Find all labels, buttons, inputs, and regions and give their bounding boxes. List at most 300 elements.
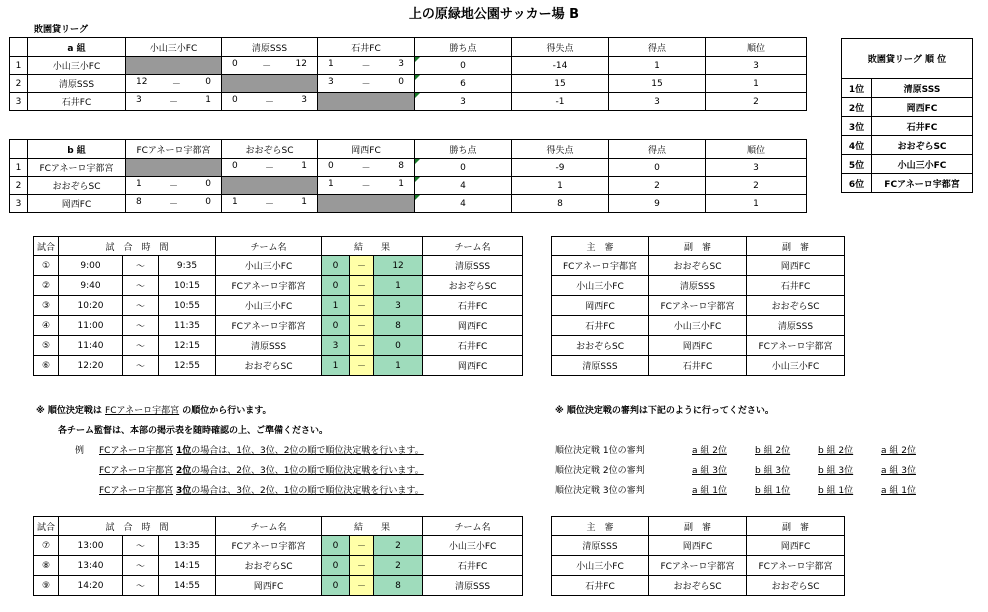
score-dash: － — [168, 200, 178, 210]
match-row — [34, 316, 523, 336]
team-home: おおぞらSC — [216, 356, 322, 376]
example-place: 1位 — [175, 446, 192, 456]
assistant-referee: おおぞらSC — [649, 576, 747, 596]
referee-rule-group: a 組 3位 — [881, 466, 916, 476]
score-value: 0 — [232, 161, 238, 171]
row-number: 2 — [10, 177, 28, 195]
team-home: 清原SSS — [216, 336, 322, 356]
note-confirm: 各チーム監督は、本部の掲示表を随時確認の上、ご準備ください。 — [58, 426, 329, 436]
team-home: FCアネーロ宇都宮 — [216, 536, 322, 556]
note-order-prefix: ※ 順位決定戦は — [36, 406, 102, 416]
referee-rule-group: b 組 2位 — [755, 446, 791, 456]
schedule-header-time: 試 合 時 間 — [59, 237, 216, 256]
end-time: 10:15 — [159, 276, 216, 296]
schedule-header-no: 試合 — [34, 517, 59, 536]
score-dash: － — [350, 556, 374, 576]
header-blank — [10, 140, 28, 159]
referee-rule-label: 順位決定戦 2位の審判 — [555, 466, 645, 476]
ranking-table — [841, 38, 973, 193]
match-score-cell — [222, 75, 318, 93]
goal-difference: -14 — [512, 57, 609, 75]
main-referee: 石井FC — [552, 576, 649, 596]
team-name: 石井FC — [28, 93, 126, 111]
ranking-row — [842, 117, 973, 136]
match-number: ⑥ — [34, 356, 59, 376]
note-example-label: 例 — [75, 446, 85, 456]
end-time: 14:55 — [159, 576, 216, 596]
match-score-cell — [222, 93, 318, 111]
ranking-row — [842, 98, 973, 117]
time-separator: ～ — [123, 296, 159, 316]
score-value: 1 — [301, 197, 307, 207]
team-away: 小山三小FC — [423, 536, 523, 556]
rank: 3 — [706, 57, 807, 75]
match-row — [34, 576, 523, 596]
main-referee: 小山三小FC — [552, 276, 649, 296]
score-dash: － — [264, 98, 274, 108]
score-dash: － — [350, 576, 374, 596]
start-time: 9:40 — [59, 276, 123, 296]
standings-row — [10, 75, 807, 93]
match-score-cell — [222, 195, 318, 213]
goals: 3 — [609, 93, 706, 111]
assistant-referee: 小山三小FC — [747, 356, 845, 376]
main-referee: 清原SSS — [552, 356, 649, 376]
match-score-cell — [318, 93, 415, 111]
row-number: 3 — [10, 195, 28, 213]
example-team: FCアネーロ宇都宮 — [99, 486, 174, 496]
end-time: 12:15 — [159, 336, 216, 356]
match-score-cell — [318, 177, 415, 195]
match-number: ③ — [34, 296, 59, 316]
team-home: 岡西FC — [216, 576, 322, 596]
score-home: 3 — [322, 336, 350, 356]
score-value: 0 — [328, 161, 334, 171]
ranking-row — [842, 174, 973, 193]
score-value: 3 — [328, 77, 334, 87]
ranking-row — [842, 136, 973, 155]
score-value: 1 — [232, 197, 238, 207]
example-text: の場合は、3位、2位、1位の順で順位決定戦を行います。 — [191, 486, 424, 496]
referee-rule-group: b 組 3位 — [755, 466, 791, 476]
ranking-place: 1位 — [842, 79, 872, 98]
column-header: 順位 — [706, 140, 807, 159]
goals: 2 — [609, 177, 706, 195]
example-row-2 — [99, 463, 424, 476]
start-time: 14:20 — [59, 576, 123, 596]
team-home: 小山三小FC — [216, 296, 322, 316]
score-value: 1 — [328, 179, 334, 189]
example-text: の場合は、1位、3位、2位の順で順位決定戦を行います。 — [191, 446, 424, 456]
team-home: FCアネーロ宇都宮 — [216, 316, 322, 336]
example-team: FCアネーロ宇都宮 — [99, 446, 174, 456]
header-blank — [10, 38, 28, 57]
referee-table-2 — [551, 516, 845, 596]
score-dash: － — [264, 164, 274, 174]
score-value: 12 — [136, 77, 148, 87]
match-score-cell — [126, 177, 222, 195]
score-away: 3 — [374, 296, 423, 316]
rank: 1 — [706, 195, 807, 213]
referee-row — [552, 276, 845, 296]
score-home: 0 — [322, 256, 350, 276]
match-score-cell — [318, 159, 415, 177]
score-away: 8 — [374, 316, 423, 336]
ranking-place: 4位 — [842, 136, 872, 155]
team-away: 岡西FC — [423, 316, 523, 336]
assistant-referee: FCアネーロ宇都宮 — [649, 556, 747, 576]
example-team: FCアネーロ宇都宮 — [99, 466, 174, 476]
start-time: 11:00 — [59, 316, 123, 336]
referee-header: 副 審 — [649, 517, 747, 536]
end-time: 13:35 — [159, 536, 216, 556]
ranking-team: FCアネーロ宇都宮 — [872, 174, 973, 193]
schedule-header-team2: チーム名 — [423, 237, 523, 256]
group-label: a 組 — [28, 38, 126, 57]
score-home: 0 — [322, 276, 350, 296]
goal-difference: 8 — [512, 195, 609, 213]
score-home: 0 — [322, 576, 350, 596]
score-dash: － — [350, 276, 374, 296]
team-away: 石井FC — [423, 556, 523, 576]
standings-row — [10, 159, 807, 177]
score-value: 0 — [232, 59, 238, 69]
assistant-referee: 石井FC — [747, 276, 845, 296]
column-header: おおぞらSC — [222, 140, 318, 159]
score-dash: － — [350, 296, 374, 316]
score-dash: － — [171, 80, 181, 90]
standings-row — [10, 93, 807, 111]
standings-row — [10, 177, 807, 195]
score-away: 8 — [374, 576, 423, 596]
team-away: 石井FC — [423, 296, 523, 316]
score-home: 1 — [322, 296, 350, 316]
goals: 15 — [609, 75, 706, 93]
goal-difference: -1 — [512, 93, 609, 111]
referee-rule-group: a 組 1位 — [692, 486, 727, 496]
match-score-cell — [318, 75, 415, 93]
referee-rule-group: a 組 3位 — [692, 466, 727, 476]
match-row — [34, 296, 523, 316]
referee-row — [552, 356, 845, 376]
column-header: 順位 — [706, 38, 807, 57]
ranking-team: 石井FC — [872, 117, 973, 136]
points: 4 — [415, 195, 512, 213]
schedule-header-result: 結 果 — [322, 237, 423, 256]
points: 4 — [415, 177, 512, 195]
end-time: 9:35 — [159, 256, 216, 276]
time-separator: ～ — [123, 316, 159, 336]
team-home: おおぞらSC — [216, 556, 322, 576]
note-order — [36, 403, 272, 416]
score-value: 0 — [205, 77, 211, 87]
ranking-team: 小山三小FC — [872, 155, 973, 174]
team-away: おおぞらSC — [423, 276, 523, 296]
column-header: FCアネーロ宇都宮 — [126, 140, 222, 159]
ranking-team: おおぞらSC — [872, 136, 973, 155]
score-dash: － — [350, 356, 374, 376]
referee-rule-group: a 組 2位 — [881, 446, 916, 456]
start-time: 12:20 — [59, 356, 123, 376]
team-away: 清原SSS — [423, 576, 523, 596]
goal-difference: 15 — [512, 75, 609, 93]
referee-rule-group: a 組 2位 — [692, 446, 727, 456]
goals: 9 — [609, 195, 706, 213]
ranking-team: 清原SSS — [872, 79, 973, 98]
schedule-header-team2: チーム名 — [423, 517, 523, 536]
score-value: 0 — [205, 197, 211, 207]
assistant-referee: FCアネーロ宇都宮 — [747, 336, 845, 356]
referee-rule-label: 順位決定戦 1位の審判 — [555, 446, 645, 456]
team-away: 岡西FC — [423, 356, 523, 376]
league-label: 敗園貸リーグ — [34, 25, 89, 35]
score-value: 0 — [205, 179, 211, 189]
start-time: 9:00 — [59, 256, 123, 276]
team-home: 小山三小FC — [216, 256, 322, 276]
assistant-referee: おおぞらSC — [747, 576, 845, 596]
team-away: 清原SSS — [423, 256, 523, 276]
points: 0 — [415, 57, 512, 75]
group-label: b 組 — [28, 140, 126, 159]
score-away: 12 — [374, 256, 423, 276]
ranking-place: 3位 — [842, 117, 872, 136]
end-time: 14:15 — [159, 556, 216, 576]
match-score-cell — [126, 195, 222, 213]
example-row-3 — [99, 483, 424, 496]
row-number: 2 — [10, 75, 28, 93]
start-time: 11:40 — [59, 336, 123, 356]
goals: 0 — [609, 159, 706, 177]
time-separator: ～ — [123, 336, 159, 356]
score-dash: － — [350, 316, 374, 336]
assistant-referee: 清原SSS — [649, 276, 747, 296]
score-dash: － — [350, 256, 374, 276]
score-value: 8 — [398, 161, 404, 171]
schedule-table-1 — [33, 236, 523, 376]
referee-rule-label: 順位決定戦 3位の審判 — [555, 486, 645, 496]
referee-row — [552, 556, 845, 576]
match-score-cell — [126, 57, 222, 75]
match-number: ④ — [34, 316, 59, 336]
column-header: 清原SSS — [222, 38, 318, 57]
score-value: 1 — [398, 179, 404, 189]
main-referee: おおぞらSC — [552, 336, 649, 356]
column-header: 小山三小FC — [126, 38, 222, 57]
team-away: 石井FC — [423, 336, 523, 356]
example-row-1 — [99, 443, 424, 456]
example-place: 3位 — [175, 486, 192, 496]
score-home: 1 — [322, 356, 350, 376]
schedule-header-result: 結 果 — [322, 517, 423, 536]
ranking-row — [842, 79, 973, 98]
start-time: 13:40 — [59, 556, 123, 576]
team-name: 清原SSS — [28, 75, 126, 93]
score-home: 0 — [322, 536, 350, 556]
example-text: の場合は、2位、3位、1位の順で順位決定戦を行います。 — [191, 466, 424, 476]
column-header: 得点 — [609, 140, 706, 159]
rank: 2 — [706, 177, 807, 195]
score-value: 1 — [136, 179, 142, 189]
note-referee-title: ※ 順位決定戦の審判は下記のように行ってください。 — [555, 406, 774, 416]
column-header: 勝ち点 — [415, 140, 512, 159]
start-time: 13:00 — [59, 536, 123, 556]
note-order-suffix: の順位から行います。 — [182, 406, 272, 416]
time-separator: ～ — [123, 576, 159, 596]
column-header: 勝ち点 — [415, 38, 512, 57]
score-dash: － — [168, 182, 178, 192]
match-score-cell — [222, 57, 318, 75]
match-score-cell — [126, 159, 222, 177]
ranking-place: 2位 — [842, 98, 872, 117]
score-away: 2 — [374, 536, 423, 556]
assistant-referee: 岡西FC — [649, 336, 747, 356]
referee-rule-group: b 組 1位 — [755, 486, 791, 496]
referee-row — [552, 316, 845, 336]
assistant-referee: 小山三小FC — [649, 316, 747, 336]
points: 6 — [415, 75, 512, 93]
end-time: 10:55 — [159, 296, 216, 316]
score-dash: － — [361, 80, 371, 90]
match-row — [34, 336, 523, 356]
group-b-table — [9, 139, 807, 213]
standings-row — [10, 195, 807, 213]
score-dash: － — [350, 336, 374, 356]
match-score-cell — [222, 177, 318, 195]
team-name: 小山三小FC — [28, 57, 126, 75]
match-number: ⑤ — [34, 336, 59, 356]
ranking-title: 敗園貸リーグ 順 位 — [842, 39, 973, 79]
match-row — [34, 556, 523, 576]
assistant-referee: 清原SSS — [747, 316, 845, 336]
rank: 3 — [706, 159, 807, 177]
time-separator: ～ — [123, 256, 159, 276]
page-title: 上の原緑地公園サッカー場 B — [408, 7, 580, 22]
row-number: 1 — [10, 57, 28, 75]
ranking-team: 岡西FC — [872, 98, 973, 117]
column-header: 得失点 — [512, 140, 609, 159]
referee-row — [552, 576, 845, 596]
main-referee: 石井FC — [552, 316, 649, 336]
column-header: 岡西FC — [318, 140, 415, 159]
referee-header: 副 審 — [747, 517, 845, 536]
referee-rule-group: b 組 3位 — [818, 466, 854, 476]
match-score-cell — [222, 159, 318, 177]
match-score-cell — [318, 195, 415, 213]
schedule-header-time: 試 合 時 間 — [59, 517, 216, 536]
match-number: ⑧ — [34, 556, 59, 576]
referee-row — [552, 336, 845, 356]
match-row — [34, 276, 523, 296]
match-number: ① — [34, 256, 59, 276]
referee-table-1 — [551, 236, 845, 376]
assistant-referee: 岡西FC — [747, 256, 845, 276]
main-referee: 小山三小FC — [552, 556, 649, 576]
schedule-header-team1: チーム名 — [216, 237, 322, 256]
ranking-place: 5位 — [842, 155, 872, 174]
referee-rule-group: b 組 2位 — [818, 446, 854, 456]
referee-row — [552, 536, 845, 556]
score-value: 0 — [232, 95, 238, 105]
referee-header: 主 審 — [552, 237, 649, 256]
referee-row — [552, 296, 845, 316]
match-number: ⑦ — [34, 536, 59, 556]
assistant-referee: おおぞらSC — [649, 256, 747, 276]
referee-header: 副 審 — [747, 237, 845, 256]
group-a-table — [9, 37, 807, 111]
score-dash: － — [361, 62, 371, 72]
assistant-referee: おおぞらSC — [747, 296, 845, 316]
assistant-referee: 岡西FC — [747, 536, 845, 556]
score-home: 0 — [322, 316, 350, 336]
goals: 1 — [609, 57, 706, 75]
referee-header: 主 審 — [552, 517, 649, 536]
score-away: 1 — [374, 276, 423, 296]
column-header: 石井FC — [318, 38, 415, 57]
end-time: 12:55 — [159, 356, 216, 376]
referee-rule-group: b 組 1位 — [818, 486, 854, 496]
time-separator: ～ — [123, 356, 159, 376]
score-value: 8 — [136, 197, 142, 207]
schedule-table-2 — [33, 516, 523, 596]
score-away: 0 — [374, 336, 423, 356]
score-dash: － — [262, 62, 272, 72]
row-number: 1 — [10, 159, 28, 177]
goal-difference: -9 — [512, 159, 609, 177]
match-number: ⑨ — [34, 576, 59, 596]
score-value: 1 — [205, 95, 211, 105]
start-time: 10:20 — [59, 296, 123, 316]
score-value: 1 — [328, 59, 334, 69]
column-header: 得点 — [609, 38, 706, 57]
match-score-cell — [318, 57, 415, 75]
score-dash: － — [361, 182, 371, 192]
end-time: 11:35 — [159, 316, 216, 336]
score-dash: － — [264, 200, 274, 210]
score-home: 0 — [322, 556, 350, 576]
schedule-header-no: 試合 — [34, 237, 59, 256]
time-separator: ～ — [123, 556, 159, 576]
column-header: 得失点 — [512, 38, 609, 57]
score-dash: － — [350, 536, 374, 556]
score-dash: － — [361, 164, 371, 174]
assistant-referee: 岡西FC — [649, 536, 747, 556]
score-value: 1 — [301, 161, 307, 171]
score-away: 1 — [374, 356, 423, 376]
score-value: 3 — [136, 95, 142, 105]
team-name: 岡西FC — [28, 195, 126, 213]
ranking-row — [842, 155, 973, 174]
match-score-cell — [126, 93, 222, 111]
match-row — [34, 536, 523, 556]
standings-row — [10, 57, 807, 75]
goal-difference: 1 — [512, 177, 609, 195]
points: 0 — [415, 159, 512, 177]
main-referee: FCアネーロ宇都宮 — [552, 256, 649, 276]
score-value: 12 — [295, 59, 307, 69]
points: 3 — [415, 93, 512, 111]
main-referee: 岡西FC — [552, 296, 649, 316]
team-home: FCアネーロ宇都宮 — [216, 276, 322, 296]
schedule-header-team1: チーム名 — [216, 517, 322, 536]
ranking-place: 6位 — [842, 174, 872, 193]
team-name: おおぞらSC — [28, 177, 126, 195]
match-score-cell — [126, 75, 222, 93]
referee-header: 副 審 — [649, 237, 747, 256]
referee-row — [552, 256, 845, 276]
note-order-team: FCアネーロ宇都宮 — [105, 406, 180, 416]
match-row — [34, 356, 523, 376]
team-name: FCアネーロ宇都宮 — [28, 159, 126, 177]
